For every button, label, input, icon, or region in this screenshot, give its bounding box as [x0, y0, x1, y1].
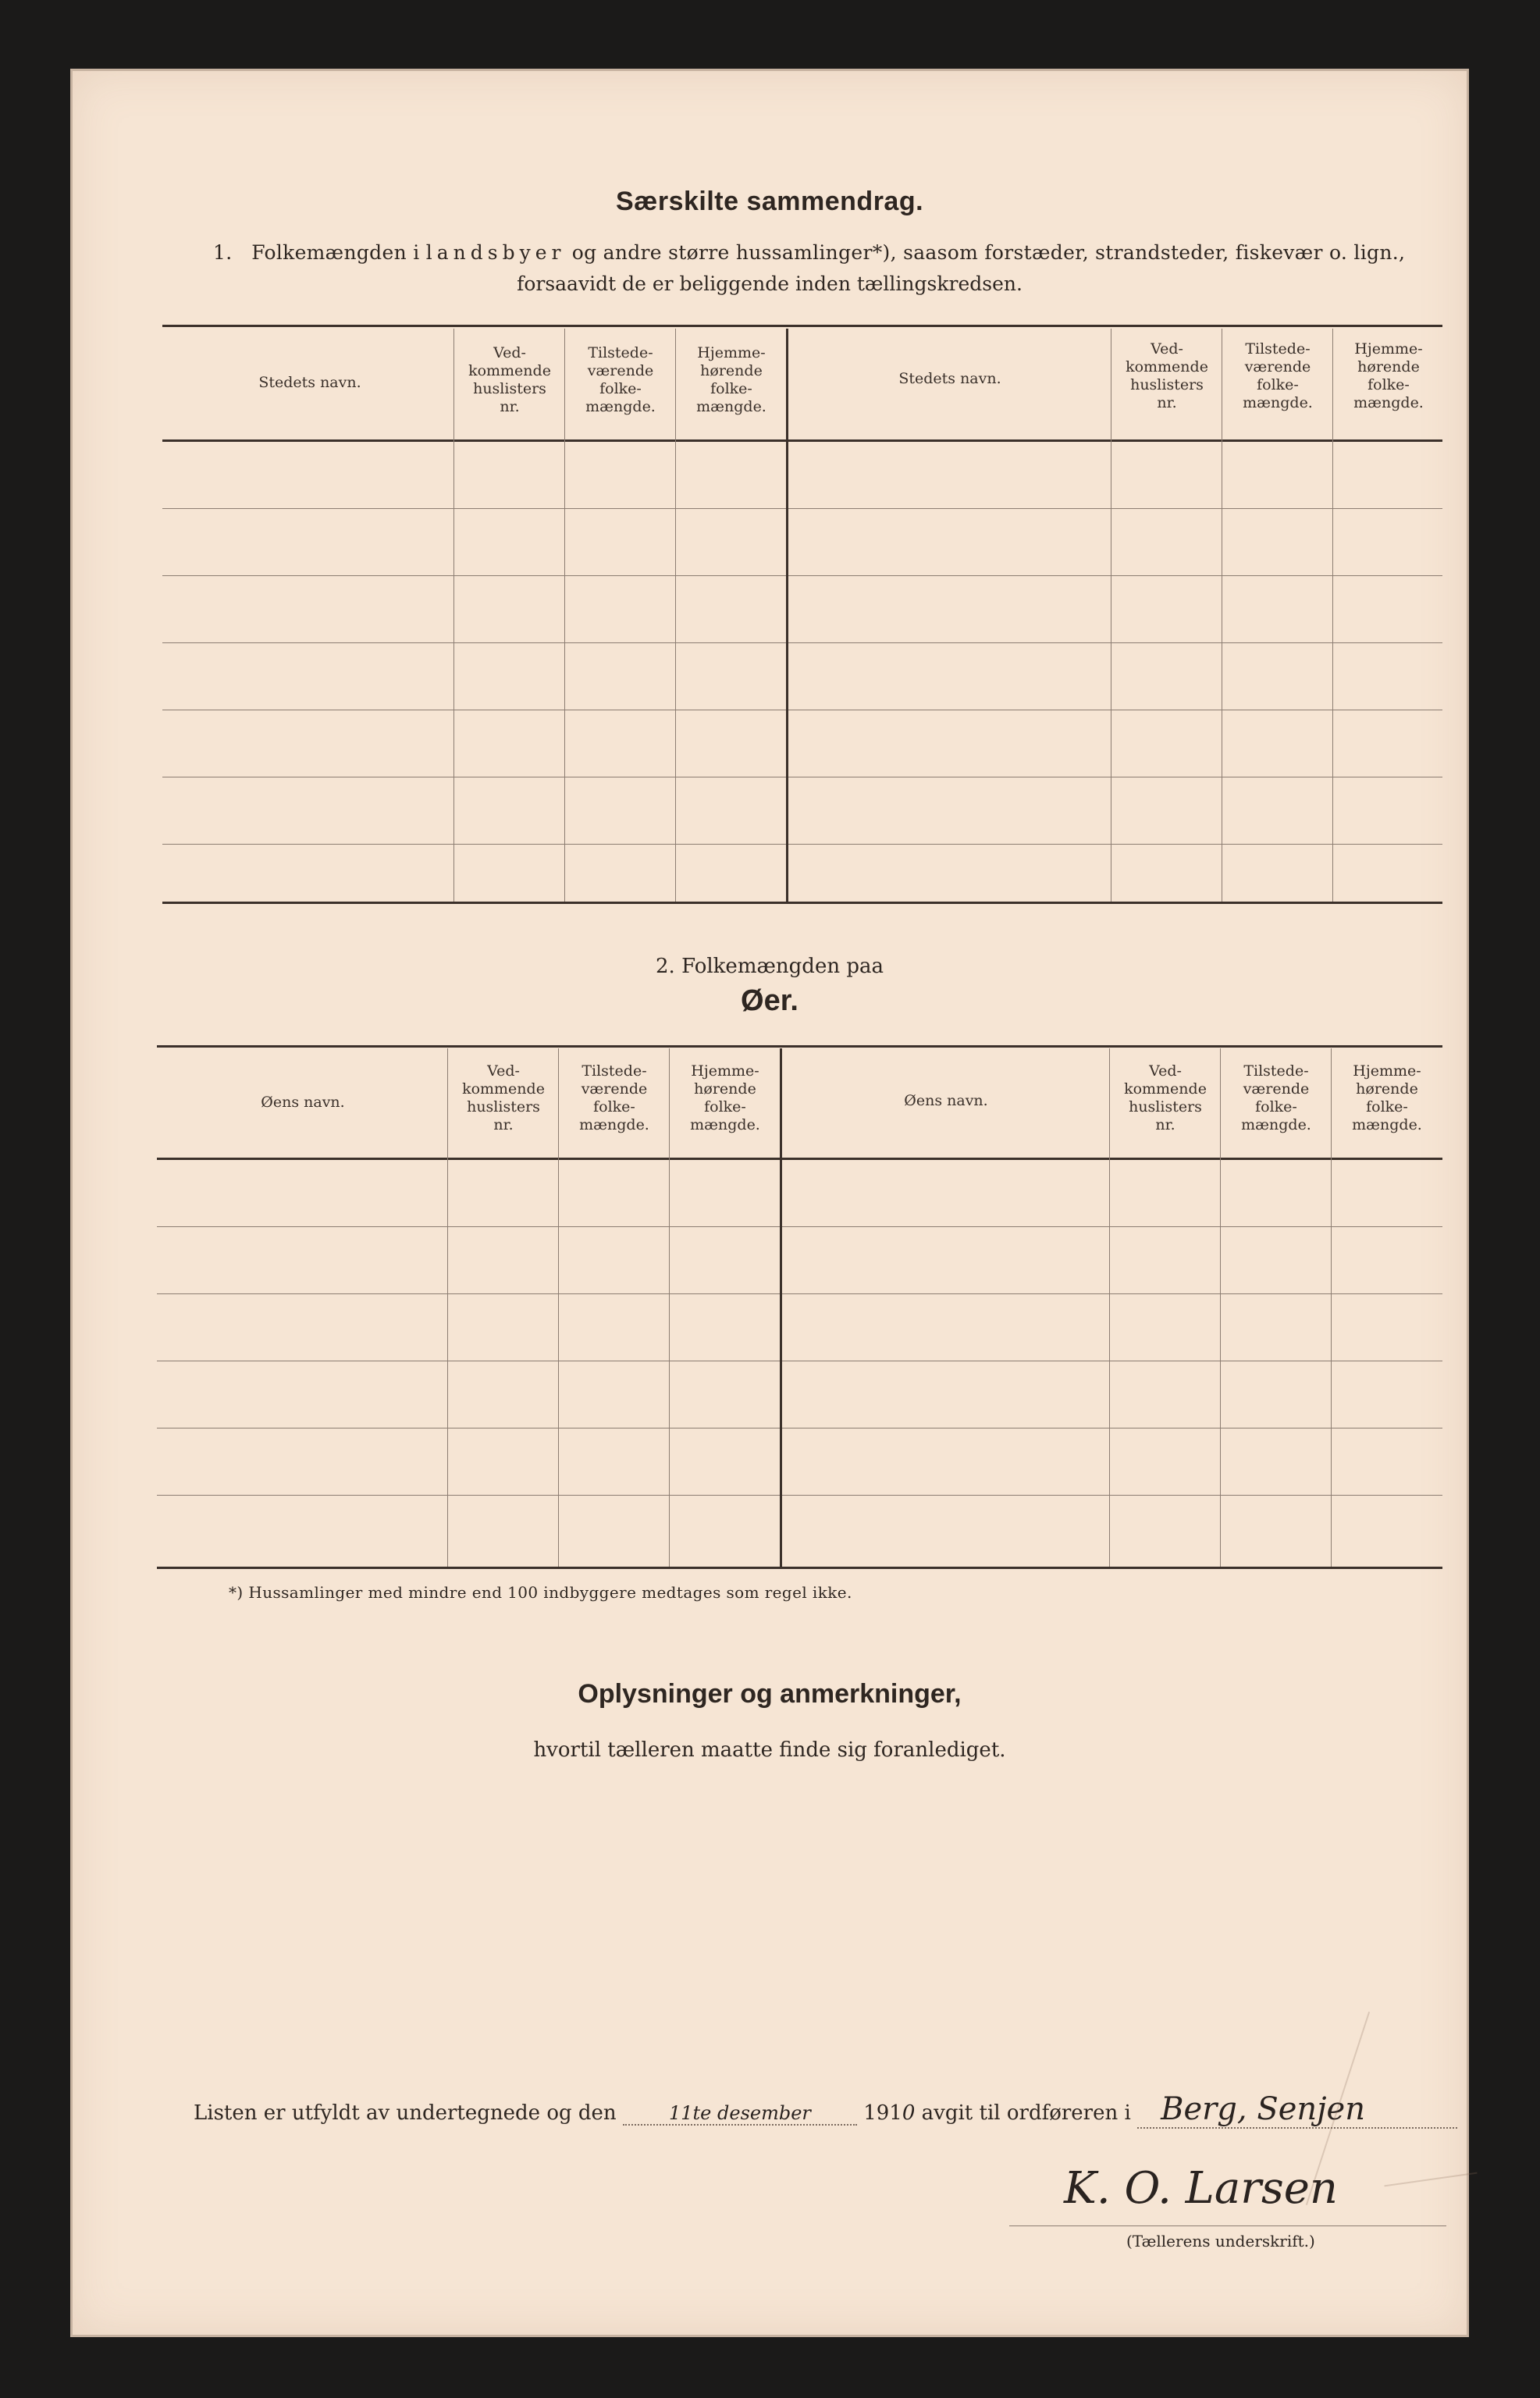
census-form-page	[70, 69, 1469, 2337]
section2-line1: 2. Folkemængden paa	[656, 955, 884, 978]
header-tilstede-left: Tilstede- værende folke- mængde.	[585, 344, 656, 415]
signature-text1: Listen er utfyldt av undertegnede og den	[194, 2101, 617, 2125]
header-vedkommende-left: Ved- kommende huslisters nr.	[468, 344, 551, 415]
header-stedets-navn-left: Stedets navn.	[258, 374, 361, 391]
header-oens-navn-right: Øens navn.	[904, 1092, 988, 1109]
header-tilstede-right: Tilstede- værende folke- mængde.	[1243, 340, 1313, 411]
header-vedkommende-oer-right: Ved- kommende huslisters nr.	[1124, 1062, 1207, 1133]
header-tilstede-oer-left: Tilstede- værende folke- mængde.	[579, 1062, 649, 1133]
header-hjemme-right: Hjemme- hørende folke- mængde.	[1353, 340, 1424, 411]
section1-intro-line2: forsaavidt de er beliggende inden tællingskredsen.	[517, 272, 1023, 295]
section2-title: Øer.	[741, 984, 798, 1017]
year-suffix: 0	[902, 2101, 916, 2125]
section1-intro-line1	[213, 241, 1405, 264]
header-vedkommende-right: Ved- kommende huslisters nr.	[1126, 340, 1208, 411]
section1-line1-spaced: landsbyer	[425, 241, 566, 264]
section1-line1-pre: Folkemængden i	[251, 241, 420, 264]
remarks-title: Oplysninger og anmerkninger,	[578, 1679, 962, 1709]
footnote: *) Hussamlinger med mindre end 100 indbyggere medtages som regel ikke.	[229, 1583, 852, 1602]
date-handwritten: 11te desember	[623, 2102, 857, 2126]
section1-number: 1.	[213, 241, 233, 264]
signer-handwritten: K. O. Larsen	[1064, 2163, 1338, 2214]
header-vedkommende-oer-left: Ved- kommende huslisters nr.	[462, 1062, 545, 1133]
page-title: Særskilte sammendrag.	[615, 187, 924, 216]
header-stedets-navn-right: Stedets navn.	[898, 370, 1001, 387]
header-hjemme-oer-left: Hjemme- hørende folke- mængde.	[690, 1062, 760, 1133]
header-hjemme-left: Hjemme- hørende folke- mængde.	[696, 344, 766, 415]
signature-caption: (Tællerens underskrift.)	[1126, 2232, 1315, 2250]
signature-text2: avgit til ordføreren i	[921, 2101, 1131, 2125]
remarks-subtitle: hvortil tælleren maatte finde sig foranlediget.	[533, 1738, 1006, 1762]
header-tilstede-oer-right: Tilstede- værende folke- mængde.	[1241, 1062, 1311, 1133]
header-hjemme-oer-right: Hjemme- hørende folke- mængde.	[1352, 1062, 1422, 1133]
signature-line	[194, 2091, 1457, 2129]
header-oens-navn-left: Øens navn.	[261, 1094, 345, 1111]
municipality-handwritten: Berg, Senjen	[1137, 2091, 1457, 2129]
section1-line1-post: og andre større hussamlinger*), saasom forstæder, strandsteder, fiskevær o. lign.,	[571, 241, 1406, 264]
year-prefix: 191	[863, 2101, 902, 2125]
